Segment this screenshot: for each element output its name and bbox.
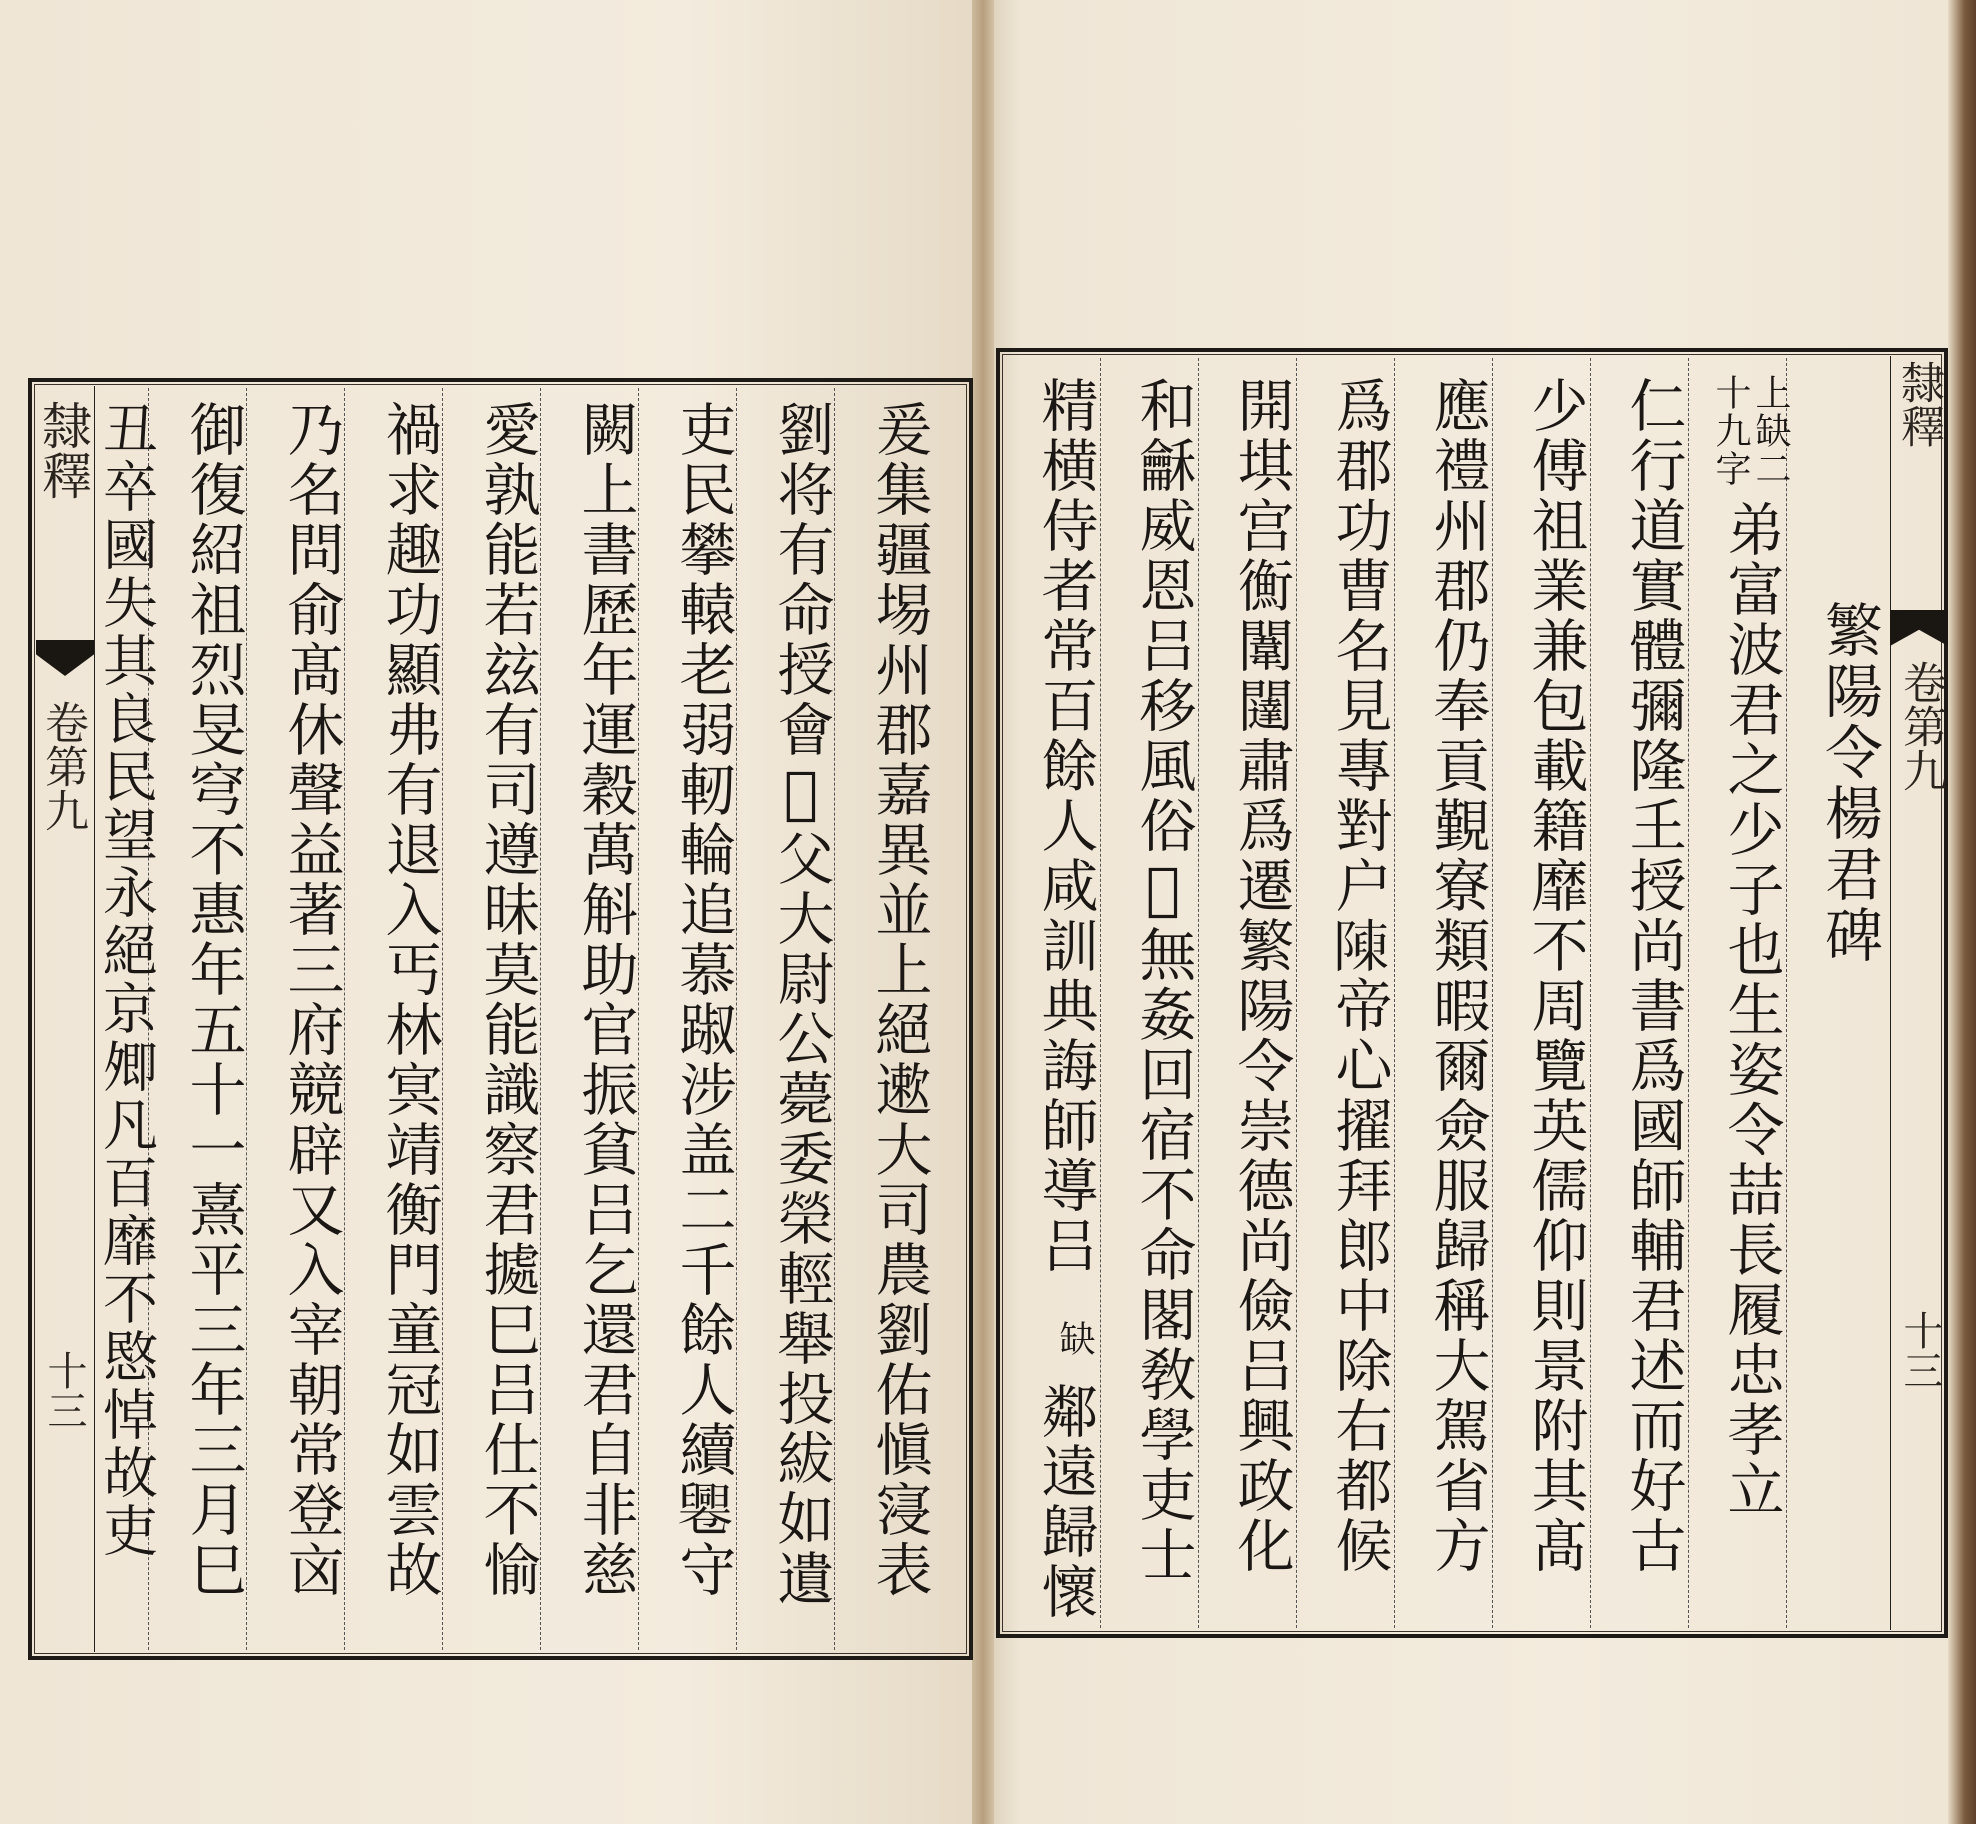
right-text-column-2: 仁行道實體彌隆𡈼授尚書爲國師輔君述而好古 (1620, 376, 1686, 1576)
left-margin-volume: 卷第九 (37, 700, 88, 832)
left-text-column-1: 爰集疆埸州郡嘉異並上絕遬大司農劉佑愼寖表 (866, 400, 932, 1600)
right-text-column-4: 應禮州郡仍奉貢覲寮類暇爾僉服歸稱大駕省方 (1424, 376, 1490, 1576)
column-rule (834, 388, 835, 1650)
left-text-column-5: 愛孰能若玆有司遵昧莫能識察君㨿巳吕仕不愉 (474, 400, 540, 1600)
lacuna-note-line-1: 上缺二 (1750, 374, 1791, 488)
column-rule (1492, 358, 1493, 1628)
column-rule (1198, 358, 1199, 1628)
right-text-column-6: 開㙋宫𢖍闈闥肅爲遷繁陽令崇德尚儉吕興政化 (1228, 376, 1294, 1576)
column-rule (736, 388, 737, 1650)
column-rule (442, 388, 443, 1650)
column-rule (1786, 358, 1787, 1628)
left-text-column-9: 丑卒國失其良民望永絕京𡖖凡百靡不愍悼故吏 (94, 400, 158, 1560)
right-text-column-8-tail: 鄰遠歸懷 (1032, 1382, 1098, 1622)
margin-rule (1890, 356, 1891, 1630)
lacuna-note-line-2: 十九字 (1710, 374, 1751, 488)
column-rule (344, 388, 345, 1650)
column-rule (1296, 358, 1297, 1628)
left-margin-title: 隸釋 (34, 400, 92, 500)
column-rule (1394, 358, 1395, 1628)
left-text-column-4: 闕上書歷年運穀萬斛助官振貧吕乞還君自非慈 (572, 400, 638, 1600)
lacuna-mark: 缺 (1054, 1320, 1095, 1358)
column-rule (1590, 358, 1591, 1628)
right-margin-volume: 卷第九 (1895, 660, 1946, 792)
right-text-column-7: 和龢威恩吕移風俗𣡵無姦回宿不命閣敎學吏士 (1130, 376, 1196, 1585)
column-rule (246, 388, 247, 1650)
column-rule (540, 388, 541, 1650)
right-text-column-1: 弟富波君之少子也生姿令喆長履忠孝立 (1718, 500, 1784, 1520)
column-rule (1688, 358, 1689, 1628)
inscription-title: 繁陽令楊君碑 (1815, 600, 1883, 966)
right-text-column-5: 爲郡功曹名見專對户𨻰帝心擢拜郎中除右都候 (1326, 376, 1392, 1576)
right-margin-title: 隸釋 (1893, 360, 1944, 448)
left-text-column-2: 劉将有命授會𪥷父大尉公薨委榮輕舉投紱如遺 (768, 400, 834, 1609)
left-folio-number: 十三 (41, 1350, 87, 1430)
right-folio-number: 十三 (1897, 1310, 1943, 1390)
book-gutter (972, 0, 994, 1824)
right-text-column-8: 精横侍者常百餘人咸訓典誨師導吕 (1032, 376, 1098, 1276)
left-text-column-7: 乃名問俞髙休聲益著三府競辟又入宰朝常登㐫 (278, 400, 344, 1600)
page-edge (1948, 0, 1976, 1824)
left-text-column-6: 禍求趣功顯弗有退入丐林㝠靖衡門童冠如雲故 (376, 400, 442, 1600)
column-rule (638, 388, 639, 1650)
right-text-column-3: 少傅祖業兼包載籍靡不周覽英儒仰則景附其髙 (1522, 376, 1588, 1576)
left-text-column-8: 御復紹祖烈旻穹不惠年五十一熹平三年三月巳 (180, 400, 246, 1600)
left-text-column-3: 吏民攀轅老弱軔輪追慕踧涉盖二千餘人續𠨩守 (670, 400, 736, 1600)
column-rule (1100, 358, 1101, 1628)
